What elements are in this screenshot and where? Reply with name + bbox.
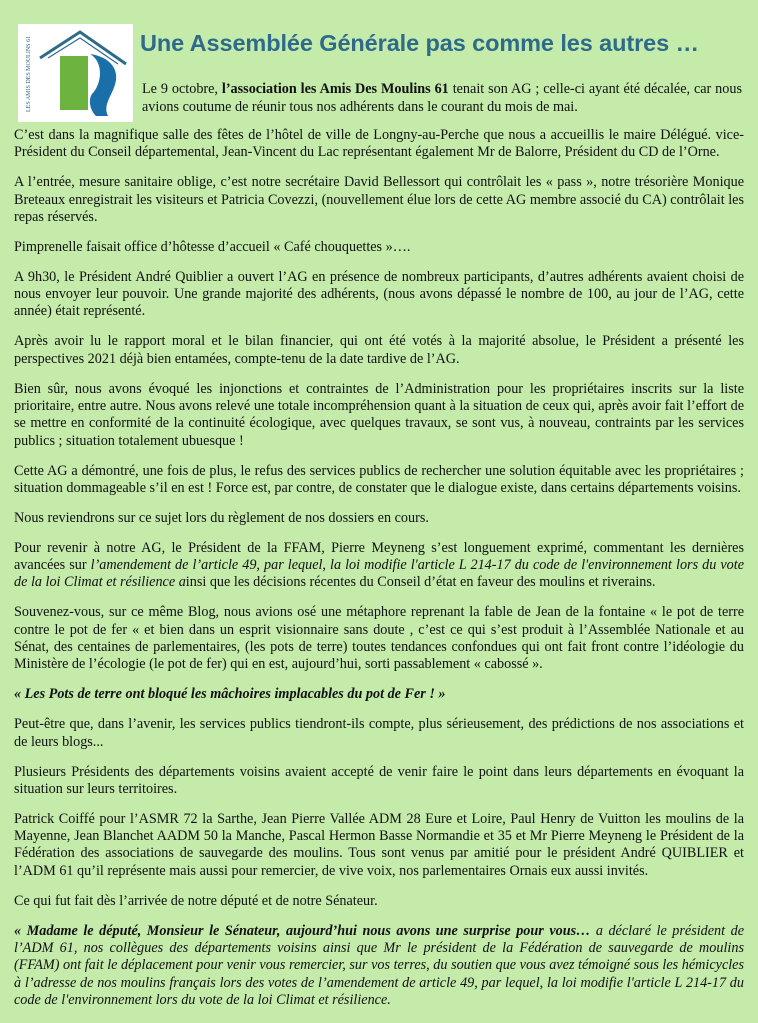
article-title: Une Assemblée Générale pas comme les autres … (140, 30, 699, 56)
paragraph-venue: C’est dans la magnifique salle des fêtes de l’hôtel de ville de Longny-au-Perche que nous a accueillis le maire Délégué. vice-Président du Conseil départemental, Jean-Vincent du Lac représentant également Mr de Balorre, Président du CD de l’Orne. (14, 127, 744, 161)
logo-side-text: LES AMIS DES MOULINS 61 (26, 35, 32, 112)
paragraph-entrance: A l’entrée, mesure sanitaire oblige, c’est notre secrétaire David Bellessort qui contrôlait les « pass », notre trésorière Monique Breteaux enregistrait les visiteurs et Patricia Covezzi, (nouvellement élue lors de cette AG membre associé du CA) contrôlait les repas réservés. (14, 174, 744, 225)
paragraph-future: Peut-être que, dans l’avenir, les services publics tiendront-ils compte, plus sérieusement, des prédictions de nos associations et de leurs blogs... (14, 716, 744, 750)
paragraph-arrival: Ce qui fut fait dès l’arrivée de notre député et de notre Sénateur. (14, 892, 378, 909)
paragraph-surprise: « Madame le député, Monsieur le Sénateur, aujourd’hui nous avons une surprise pour vous… a déclaré le président de l’ADM 61, nos collègues des départements voisins ainsi que Mr le président de la Fédération de sauvegarde de moulins (FFAM) ont fait le déplacement pour venir vous remercier, sur vos terres, du soutien que vous avez témoigné sous les hémicycles à l’adresse de nos moulins français lors des votes de l’amendement de article 49, par lequel, la loi modifie l'article L 214-17 du code de l'environnement lors du vote de la loi Climat et résilience. (14, 922, 744, 1008)
intro-paragraph: Le 9 octobre, l’association les Amis Des Moulins 61 tenait son AG ; celle-ci ayant été décalée, car nous avions coutume de réunir tous nos adhérents dans le courant du mois de mai. (142, 81, 742, 115)
paragraph-attendees: Patrick Coiffé pour l’ASMR 72 la Sarthe, Jean Pierre Vallée ADM 28 Eure et Loire, Paul Henry de Vuitton les moulins de la Mayenne, Jean Blanchet AADM 50 la Manche, Pascal Hermon Basse Normandie et 35 et Mr Pierre Meyneng le Président de la Fédération des associations de sauvegarde des moulins. Tous sont venus par amitié pour le président André QUIBLIER et l’ADM 61 qu’il représente mais aussi pour remercier, de vive voix, nos parlementaires Ornais eux aussi invités. (14, 810, 744, 879)
paragraph-reports: Après avoir lu le rapport moral et le bilan financier, qui ont été votés à la majorité absolue, le Président a présenté les perspectives 2021 déjà bien entamées, compte-tenu de la date tardive de l’AG. (14, 333, 744, 367)
association-logo (18, 24, 133, 122)
paragraph-hostess: Pimprenelle faisait office d’hôtesse d’accueil « Café chouquettes »…. (14, 238, 411, 255)
paragraph-fable: Souvenez-vous, sur ce même Blog, nous avions osé une métaphore reprenant la fable de Jean de la fontaine « le pot de terre contre le pot de fer « et bien dans un esprit visionnaire sans doute , c’est ce qui s’est produit à l’Assemblée Nationale et au Sénat, des centaines de parlementaires, (les pots de terre) toutes tendances confondues qui ont fait front contre l’idéologie du Ministère de l’écologie (le pot de fer) qui en est, aujourd’hui, sorti passablement « cabossé ». (14, 604, 744, 673)
article-body (14, 127, 744, 1022)
paragraph-refusal: Cette AG a démontré, une fois de plus, le refus des services publics de rechercher une solution équitable avec les propriétaires ; situation dommageable s’il en est ! Force est, par contre, de constater que le dialogue existe, dans certains départements voisins. (14, 462, 744, 496)
paragraph-followup: Nous reviendrons sur ce sujet lors du règlement de nos dossiers en cours. (14, 509, 429, 526)
paragraph-presidents: Plusieurs Présidents des départements voisins avaient accepté de venir faire le point dans leurs départements en évoquant la situation sur leurs territoires. (14, 763, 744, 797)
paragraph-ffam: Pour revenir à notre AG, le Président de la FFAM, Pierre Meyneng s’est longuement exprimé, commentant les dernières avancées sur l’amendement de l’article 49, par lequel, la loi modifie l'article L 214-17 du code de l'environnement lors du vote de la loi Climat et résilience ainsi que les décisions récentes du Conseil d’état en faveur des moulins et riverains. (14, 539, 745, 591)
logo-blue-wave (90, 54, 116, 116)
logo-green-block (60, 56, 88, 110)
pull-quote: « Les Pots de terre ont bloqué les mâchoires implacables du pot de Fer ! » (14, 686, 446, 703)
association-name: l’association les Amis Des Moulins 61 (221, 81, 449, 97)
paragraph-opening: A 9h30, le Président André Quiblier a ouvert l’AG en présence de nombreux participants, d’autres adhérents avaient choisi de nous envoyer leur pouvoir. Une grande majorité des adhérents, (nous avons dépassé le nombre de 100, au jour de l’AG, cette année) était représenté. (14, 268, 744, 320)
paragraph-injunctions: Bien sûr, nous avons évoqué les injonctions et contraintes de l’Administration pour les propriétaires inscrits sur la liste prioritaire, entre autre. Nous avons relevé une totale incompréhension quant à la situation de ceux qui, après avoir fait l’effort de se mettre en conformité de la continuité écologique, avec quelques travaux, se sont vus, à nouveau, contraints par les services publics ; situation totalement ubuesque ! (14, 380, 744, 449)
